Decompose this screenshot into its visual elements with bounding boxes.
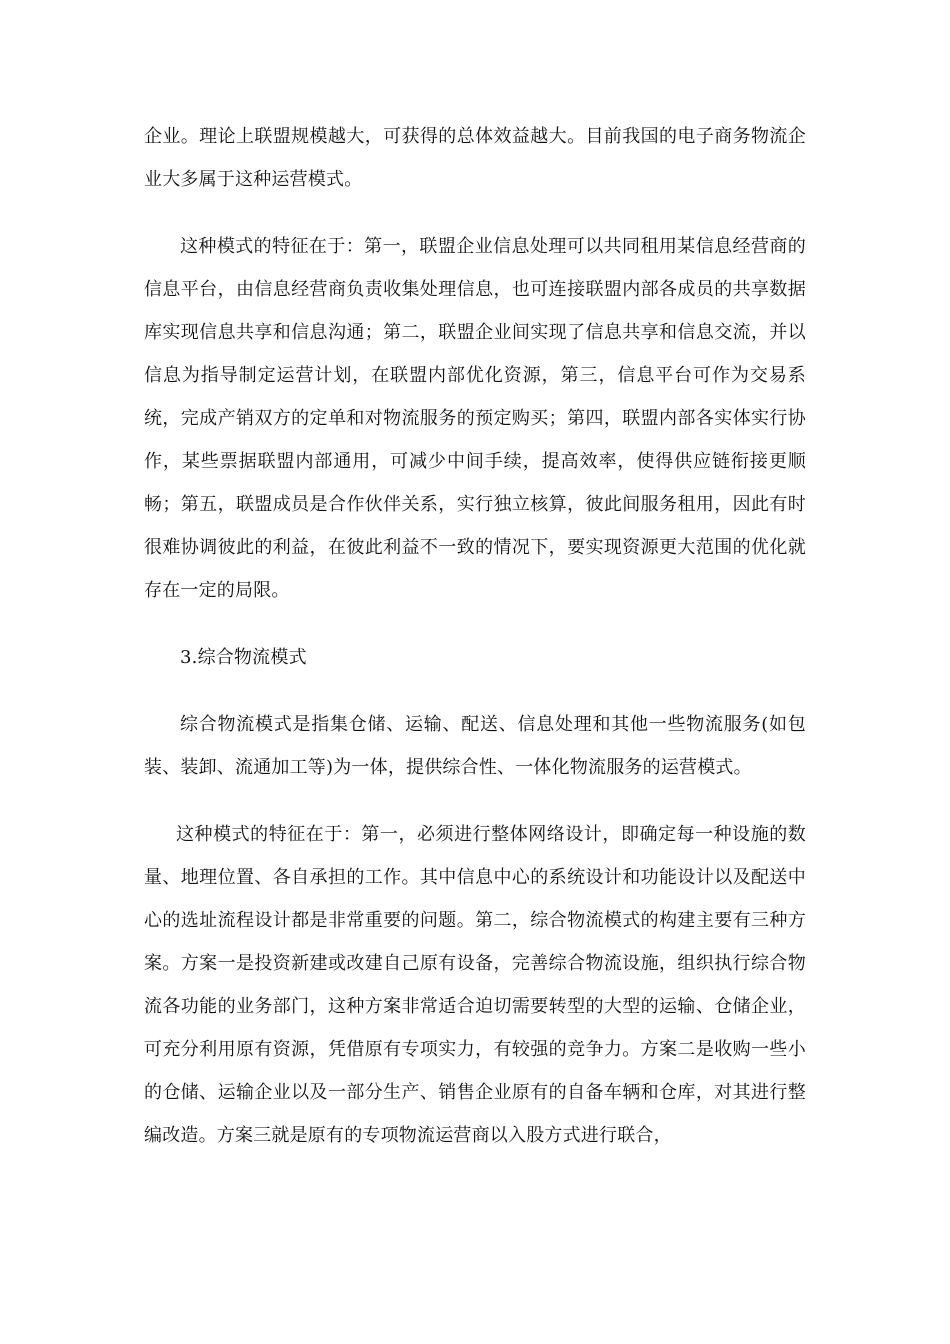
paragraph-alliance-scale: 企业。理论上联盟规模越大，可获得的总体效益越大。目前我国的电子商务物流企业大多属于这种运营模式。 [144,126,806,190]
paragraph-alliance-features: 这种模式的特征在于：第一，联盟企业信息处理可以共同租用某信息经营商的信息平台，由信息经营商负责收集处理信息，也可连接联盟内部各成员的共享数据库实现信息共享和信息沟通；第二，联盟企业间实现了信息共享和信息交流，并以信息为指导制定运营计划，在联盟内部优化资源，第三，信息平台可作为交易系统，完成产销双方的定单和对物流服务的预定购买；第四，联盟内部各实体实行协作，某些票据联盟内部通用，可减少中间手续，提高效率，使得供应链衔接更顺畅；第五，联盟成员是合作伙伴关系，实行独立核算，彼此间服务租用，因此有时很难协调彼此的利益，在彼此利益不一致的情况下，要实现资源更大范围的优化就存在一定的局限。 [144,236,806,601]
document-body [144,115,806,1181]
paragraph-integrated-definition: 综合物流模式是指集仓储、运输、配送、信息处理和其他一些物流服务(如包装、装卸、流通加工等)为一体，提供综合性、一体化物流服务的运营模式。 [144,714,806,778]
paragraph-integrated-features: 这种模式的特征在于：第一，必须进行整体网络设计，即确定每一种设施的数量、地理位置、各自承担的工作。其中信息中心的系统设计和功能设计以及配送中心的选址流程设计都是非常重要的问题。第二，综合物流模式的构建主要有三种方案。方案一是投资新建或改建自己原有设备，完善综合物流设施，组织执行综合物流各功能的业务部门，这种方案非常适合迫切需要转型的大型的运输、仓储企业，可充分利用原有资源，凭借原有专项实力，有较强的竞争力。方案二是收购一些小的仓储、运输企业以及一部分生产、销售企业原有的自备车辆和仓库，对其进行整编改造。方案三就是原有的专项物流运营商以入股方式进行联合， [144,824,806,1146]
section-heading-integrated-logistics: 3.综合物流模式 [180,647,307,668]
